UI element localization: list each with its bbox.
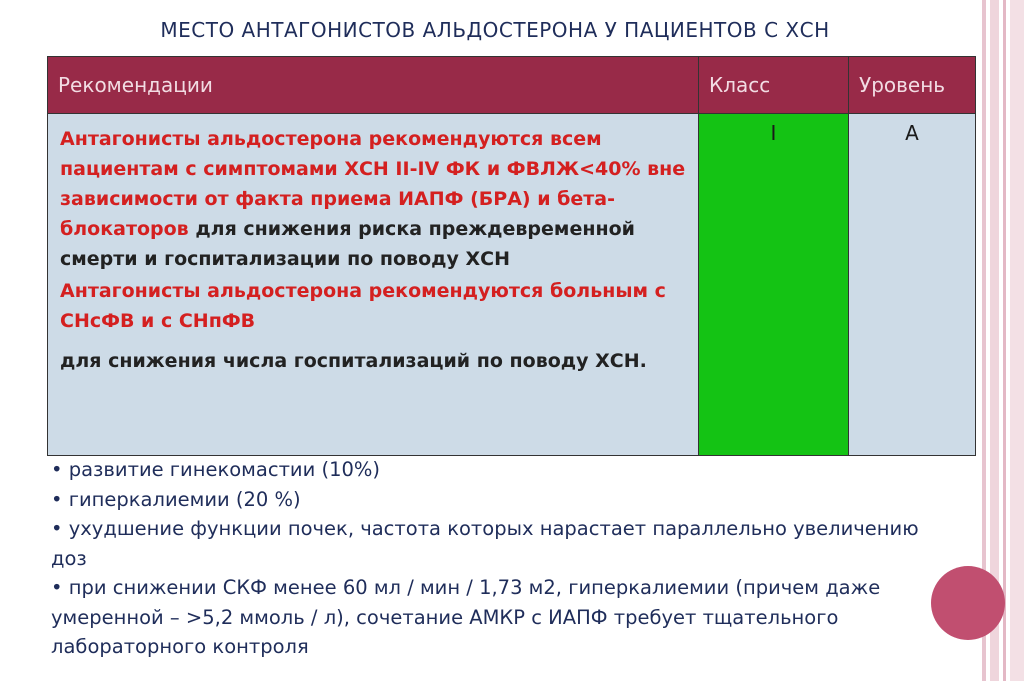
recommendation-paragraph-1 <box>60 124 686 274</box>
recommendation-text: для снижения риска преждевременной смерти и госпитализации по поводу ХСН <box>60 218 635 270</box>
list-item-text: ухудшение функции почек, частота которых нарастает параллельно увеличению доз <box>51 517 919 570</box>
bullet-icon: • <box>51 487 63 511</box>
recommendation-highlight: Антагонисты альдостерона рекомендуются больным с <box>60 280 666 302</box>
list-item-text: развитие гинекомастии (10%) <box>68 458 381 481</box>
recommendations-table <box>47 56 976 456</box>
list-item-text: при снижении СКФ менее 60 мл / мин / 1,73 м2, гиперкалиемии (причем даже умеренной – >5,2 ммоль / л), сочетание АМКР с ИАПФ требует тщательного лабораторного контроля <box>51 576 881 658</box>
list-item <box>51 455 931 485</box>
stripe <box>1003 0 1006 681</box>
level-cell <box>849 114 976 456</box>
list-item <box>51 514 931 573</box>
side-effects-list <box>51 455 931 662</box>
bullet-icon: • <box>51 458 63 481</box>
bullet-icon: • <box>51 576 63 599</box>
class-value: I <box>770 121 777 145</box>
abbr-snsfv: СНсФВ <box>60 310 135 332</box>
header-class: Класс <box>699 57 849 114</box>
level-value: А <box>905 121 919 145</box>
header-recommendations: Рекомендации <box>48 57 699 114</box>
header-level: Уровень <box>849 57 976 114</box>
recommendation-highlight: и с <box>134 310 179 332</box>
recommendation-cell <box>48 114 699 456</box>
list-item-text: гиперкалиемии (20 %) <box>68 487 301 511</box>
page-title: МЕСТО АНТАГОНИСТОВ АЛЬДОСТЕРОНА У ПАЦИЕНТОВ С ХСН <box>160 18 830 42</box>
abbr-snpfv: СНпФВ <box>178 310 256 332</box>
stripe <box>1010 0 1024 681</box>
recommendation-paragraph-3: для снижения числа госпитализаций по поводу ХСН. <box>60 350 647 372</box>
decorative-circle <box>931 566 1005 640</box>
recommendation-paragraph-2 <box>60 276 686 336</box>
bullet-icon: • <box>51 517 63 540</box>
table-row <box>48 114 976 456</box>
recommendation-highlight: Антагонисты альдостерона рекомендуются всем пациентам с симптомами ХСН II-IV ФК и ФВЛЖ<40% вне зависимости от факта приема ИАПФ (БРА) и бета-блокаторов <box>60 128 686 240</box>
list-item <box>51 485 931 515</box>
table-header-row <box>48 57 976 114</box>
list-item <box>51 573 931 662</box>
class-cell <box>699 114 849 456</box>
